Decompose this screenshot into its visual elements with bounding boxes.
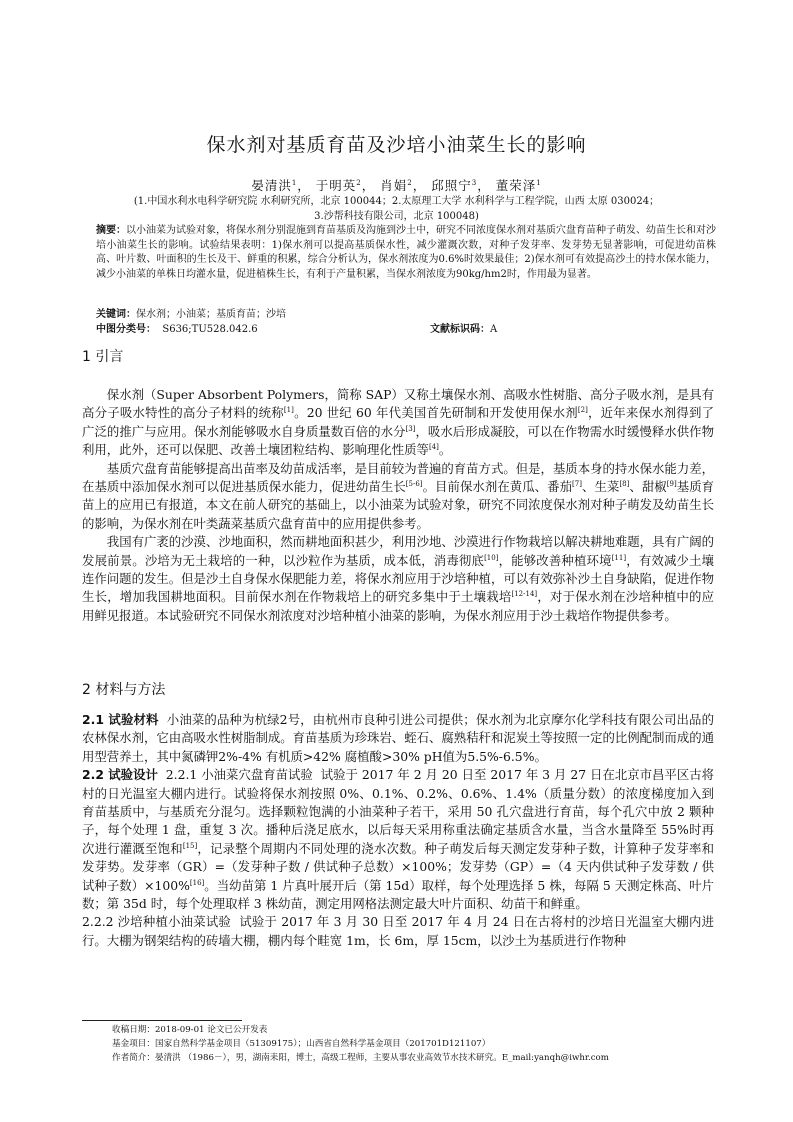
paragraph [82, 913, 714, 950]
paragraph [82, 766, 714, 913]
paragraph-text: ，吸水后形成凝胶，可以在作物需水时缓慢释水供作物利用，此外，还可以保肥、改善土壤团粒结构、影响理化性质等 [82, 423, 715, 458]
clc-value: S636;TU528.042.6 [162, 324, 258, 335]
affiliation-line-1: (1.中国水利水电科学研究院 水利研究所，北京 100044；2.太原理工大学 水利科学与工程学院，山西 太原 030024； [133, 196, 660, 207]
paragraph-text: ，对于保水剂在沙培种植中的应用鲜见报道。本试验研究不同保水剂浓度对沙培种植小油菜的影响，为保水剂应用于沙土栽培作物提供参考。 [82, 589, 715, 623]
author-name: 晏清洪 [251, 178, 292, 193]
subsubsection-label: 2.2.2 沙培种植小油菜试验 [82, 914, 232, 930]
paragraph-text: 。目前保水剂在黄瓜、番茄 [422, 479, 573, 495]
doc-label: 文献标识码： [430, 324, 490, 335]
section-heading-introduction: 1 引言 [82, 349, 124, 365]
introduction-body [82, 386, 714, 625]
citation: [16] [189, 878, 205, 887]
paragraph-text: ，记录整个周期内不同处理的浇水次数。种子萌发后每天测定发芽种子数，计算种子发芽率和发芽势。发芽率（GR）=（发芽种子数 / 供试种子总数）×100%；发芽势（GP）=（4 天内供试种子发芽数 / 供试种子数）×100% [82, 840, 715, 893]
subsection-label: 2.1 试验材料 [82, 712, 159, 727]
author-affil-mark: 3 [471, 178, 478, 187]
citation: [9] [666, 479, 677, 488]
affiliation-line-2: 3.沙帮科技有限公司，北京 100048) [314, 211, 479, 222]
paper-title: 保水剂对基质育苗及沙培小油菜生长的影响 [206, 134, 587, 156]
author-name: 邱照宁 [431, 178, 472, 193]
author-affil-mark: 2 [407, 178, 413, 187]
paragraph-text: 、生菜 [581, 479, 620, 495]
citation: [8] [619, 479, 630, 488]
author-name: 肖娟 [380, 178, 408, 193]
citation: [12-14] [511, 590, 538, 599]
footnote-divider [82, 1020, 242, 1021]
author-name: 于明英 [315, 178, 357, 193]
paragraph [82, 711, 714, 766]
footnote-received: 收稿日期：2018-09-01 论文已公开发表 [112, 1025, 268, 1035]
citation: [5-6] [405, 479, 423, 488]
footnote-funding: 基金项目：国家自然科学基金项目（51309175）；山西省自然科学基金项目（201701D121107） [112, 1039, 491, 1049]
keywords [96, 305, 286, 320]
footnote-author: 作者简介：晏清洪 （1986－），男，湖南耒阳，博士，高级工程师，主要从事农业高效节水技术研究。E_mail:yanqh@iwhr.com [112, 1053, 609, 1063]
paragraph-text: 试验于 2017 年 2 月 20 日至 2017 年 3 月 27 日在北京市昌平区古将村的日光温室大棚内进行。试验将保水剂按照 0%、0.1%、0.2%、0.6%、1.4%（质量分数）的浓度梯度加入到育苗基质中，与基质充分混匀。选择颗粒饱满的小油菜种子若干，采用 50 孔穴盘进行育苗，每个孔穴中放 2 颗种子，每个处理 1 盘，重复 3 次。播种后浇足底水，以后每天采用称重法确定基质含水量，当含水量降至 55%时再次进行灌溉至饱和 [82, 767, 715, 856]
citation: [11] [611, 553, 627, 562]
methods-body [82, 711, 714, 950]
author-name: 董荣泽 [495, 178, 537, 193]
citation: [1] [283, 406, 294, 415]
doc-value: A [490, 324, 498, 335]
author-affil-mark: 1 [291, 178, 298, 187]
abstract-text: 以小油菜为试验对象，将保水剂分别混施到育苗基质及沟施到沙土中，研究不同浓度保水剂对基质穴盘育苗种子萌发、幼苗生长和对沙培小油菜生长的影响。试验结果表明：1)保水剂可以提高基质保水性，减少灌溉次数，对种子发芽率、发芽势无显著影响，可促进幼苗株高、叶片数、叶面积的生长及干、鲜重的积累，综合分析认为，保水剂浓度为0.6%时效果最佳；2)保水剂可有效提高沙土的持水保水能力，减少小油菜的单株日均灌水量，促进植株生长，有利于产量积累，当保水剂浓度为90kg/hm2时，作用最为显著。 [96, 225, 716, 280]
subsubsection-label: 2.2.1 小油菜穴盘育苗试验 [165, 767, 313, 783]
author-list: 晏清洪$^1$， 于明英$^2$， 肖娟$^2$， 邱照宁$^3$， 董荣泽$^1$ [251, 178, 542, 193]
paragraph-text: 、甜椒 [629, 479, 667, 495]
section-heading-methods: 2 材料与方法 [82, 682, 166, 698]
citation: [2] [577, 406, 588, 415]
paragraph-text: ，能够改善种植环境 [498, 552, 612, 568]
paragraph-text: 小油菜的品种为杭绿2号，由杭州市良种引进公司提供；保水剂为北京摩尔化学科技有限公司出品的农林保水剂，它由高吸水性树脂制成。育苗基质为珍珠岩、蛭石、腐熟秸秆和泥炭土等按照一定的比例配制而成的通用型营养土，其中氮磷钾2%-4% 有机质>42% 腐植酸>30% pH值为5.5%-6.5%。 [82, 712, 714, 764]
paragraph-text: 保水剂（Super Absorbent Polymers，简称 SAP）又称土壤保水剂、高吸水性树脂、高分子吸水剂，是具有高分子吸水特性的高分子材料的统称 [82, 387, 714, 421]
paragraph-text: 基质穴盘育苗能够提高出苗率及幼苗成活率，是目前较为普遍的育苗方式。但是，基质本身的持水保水能力差，在基质中添加保水剂可以促进基质保水能力，促进幼苗生长 [82, 460, 714, 495]
subsection-label: 2.2 试验设计 [82, 767, 158, 783]
keywords-label: 关键词： [96, 309, 136, 320]
author-affil-mark: 1 [536, 178, 542, 187]
keywords-text: 保水剂；小油菜；基质育苗；沙培 [136, 309, 286, 320]
paragraph-text: 。当幼苗第 1 片真叶展开后（第 15d）取样，每个处理选择 5 株，每隔 5 天测定株高、叶片数；第 35d 时，每个处理取样 3 株幼苗，测定用网格法测定最大叶片面积、幼苗干和鲜重。 [82, 877, 714, 912]
citation: [4] [428, 443, 439, 452]
paragraph-text: ，近年来保水剂得到了广泛的推广与应用。保水剂能够吸水自身质量数百倍的水分 [82, 405, 715, 439]
author-affil-mark: 2 [356, 178, 362, 187]
citation: [7] [572, 479, 582, 488]
paragraph-text: ，有效减少土壤连作问题的发生。但是沙土自身保水保肥能力差，将保水剂应用于沙培种植，可以有效弥补沙土自身缺陷，促进作物生长，增加我国耕地面积。目前保水剂在作物栽培上的研究多集中于土壤栽培 [82, 552, 715, 605]
paragraph-text: 基质育苗上的应用已有报道，本文在前人研究的基础上，以小油菜为试验对象，研究不同浓度保水剂对种子萌发及幼苗生长的影响，为保水剂在叶类蔬菜基质穴盘育苗中的应用提供参考。 [82, 479, 715, 531]
paragraph [82, 460, 714, 534]
paragraph-text: 。 [438, 442, 452, 458]
paragraph-text: 我国有广袤的沙漠、沙地面积，然而耕地面积甚少，利用沙地、沙漠进行作物栽培以解决耕地难题，具有广阔的发展前景。沙培为无土栽培的一种，以沙粒作为基质，成本低，消毒彻底 [82, 534, 714, 568]
citation: [10] [484, 553, 499, 562]
paragraph [82, 386, 714, 460]
abstract-label: 摘要： [96, 225, 126, 236]
clc-label: 中图分类号： [96, 324, 156, 335]
citation: [3] [405, 424, 416, 433]
clc-code [96, 320, 258, 335]
citation: [15] [182, 841, 198, 850]
document-code [430, 320, 497, 335]
paragraph-text: 。20 世纪 60 年代美国首先研制和开发使用保水剂 [293, 405, 578, 421]
paragraph-text: 试验于 2017 年 3 月 30 日至 2017 年 4 月 24 日在古将村的沙培日光温室大棚内进行。大棚为钢架结构的砖墙大棚，棚内每个畦宽 1m，长 6m，厚 15cm，以沙土为基质进行作物种 [82, 914, 714, 948]
abstract [96, 224, 716, 282]
paragraph [82, 533, 714, 625]
